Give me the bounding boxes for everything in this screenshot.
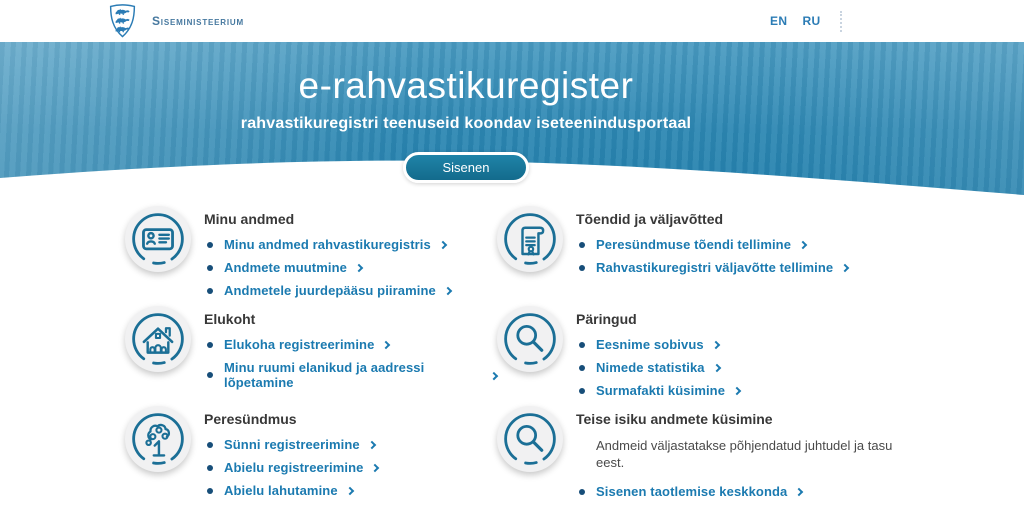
service-link-label[interactable]: Abielu lahutamine: [224, 483, 338, 498]
search-icon: [497, 406, 563, 472]
section-title: Elukoht: [204, 311, 256, 327]
bullet-icon: [579, 388, 585, 394]
service-link[interactable]: [204, 437, 378, 452]
service-link[interactable]: [204, 237, 451, 252]
chevron-right-icon: [799, 241, 807, 249]
bullet-icon: [207, 288, 213, 294]
login-button[interactable]: Sisenen: [403, 152, 529, 183]
chevron-right-icon: [355, 264, 363, 272]
service-link[interactable]: [576, 237, 848, 252]
service-link-label[interactable]: Elukoha registreerimine: [224, 337, 375, 352]
section-minu-andmed: [125, 206, 497, 306]
service-link-label[interactable]: Eesnime sobivus: [596, 337, 704, 352]
section-description: Andmeid väljastatakse põhjendatud juhtudel ja tasu eest.: [596, 438, 893, 470]
chevron-right-icon: [711, 341, 719, 349]
section-title: Peresündmus: [204, 411, 297, 427]
bullet-icon: [579, 489, 585, 495]
chevron-right-icon: [841, 264, 849, 272]
dotted-divider-icon: [840, 11, 842, 32]
section-paringud: [497, 306, 869, 406]
portal-title: e-rahvastikuregister: [298, 65, 634, 106]
section-title: Päringud: [576, 311, 637, 327]
service-link[interactable]: [204, 460, 378, 475]
bullet-icon: [579, 365, 585, 371]
id-card-icon: [125, 206, 191, 272]
bullet-icon: [207, 442, 213, 448]
service-link[interactable]: [576, 484, 898, 499]
portal-subtitle: rahvastikuregistri teenuseid koondav iseteenindusportaal: [240, 115, 692, 132]
bullet-icon: [207, 342, 213, 348]
chevron-right-icon: [733, 387, 741, 395]
section-elukoht: [125, 306, 497, 406]
service-link[interactable]: [576, 360, 740, 375]
service-link[interactable]: [204, 260, 451, 275]
service-link-label[interactable]: Sünni registreerimine: [224, 437, 360, 452]
section-teise-isiku: [497, 406, 893, 505]
bullet-icon: [207, 488, 213, 494]
certificate-icon: [497, 206, 563, 272]
bullet-icon: [207, 372, 213, 378]
service-link-label[interactable]: Sisenen taotlemise keskkonda: [596, 484, 788, 499]
service-link[interactable]: [204, 337, 497, 352]
section-toendid: [497, 206, 869, 306]
chevron-right-icon: [368, 441, 376, 449]
lang-en-link[interactable]: EN: [770, 14, 788, 28]
services-grid: [125, 206, 1024, 505]
bullet-icon: [207, 242, 213, 248]
chevron-right-icon: [345, 487, 353, 495]
service-link-label[interactable]: Peresündmuse tõendi tellimine: [596, 237, 792, 252]
service-link-label[interactable]: Rahvastikuregistri väljavõtte tellimine: [596, 260, 834, 275]
estonian-coat-of-arms-icon: [107, 3, 138, 40]
chevron-right-icon: [444, 287, 452, 295]
service-link[interactable]: [204, 360, 497, 390]
section-title: Minu andmed: [204, 211, 295, 227]
chevron-right-icon: [795, 488, 803, 496]
bullet-icon: [579, 242, 585, 248]
service-link-label[interactable]: Andmete muutmine: [224, 260, 347, 275]
chevron-right-icon: [371, 464, 379, 472]
section-peresundmus: [125, 406, 497, 505]
service-link-label[interactable]: Abielu registreerimine: [224, 460, 364, 475]
chevron-right-icon: [439, 241, 447, 249]
ministry-name: Siseministeerium: [152, 14, 244, 28]
search-icon: [497, 306, 563, 372]
service-link-label[interactable]: Nimede statistika: [596, 360, 705, 375]
bullet-icon: [207, 265, 213, 271]
family-tree-icon: [125, 406, 191, 472]
service-link[interactable]: [576, 337, 740, 352]
bullet-icon: [579, 265, 585, 271]
service-link[interactable]: [204, 283, 451, 298]
chevron-right-icon: [712, 364, 720, 372]
service-link[interactable]: [576, 383, 740, 398]
section-title: Tõendid ja väljavõtted: [576, 211, 724, 227]
hero-banner: [0, 42, 1024, 202]
house-icon: [125, 306, 191, 372]
service-link[interactable]: [204, 483, 378, 498]
lang-ru-link[interactable]: RU: [802, 14, 821, 28]
chevron-right-icon: [382, 341, 390, 349]
service-link-label[interactable]: Surmafakti küsimine: [596, 383, 726, 398]
top-header: [0, 0, 1024, 42]
bullet-icon: [579, 342, 585, 348]
ministry-logo[interactable]: [107, 3, 244, 40]
bullet-icon: [207, 465, 213, 471]
service-link-label[interactable]: Minu andmed rahvastikuregistris: [224, 237, 431, 252]
service-link-label[interactable]: Minu ruumi elanikud ja aadressi lõpetamine: [224, 360, 425, 390]
service-link[interactable]: [576, 260, 848, 275]
language-switcher: [770, 0, 842, 42]
service-link-label[interactable]: Andmetele juurdepääsu piiramine: [224, 283, 436, 298]
section-title: Teise isiku andmete küsimine: [576, 411, 773, 427]
